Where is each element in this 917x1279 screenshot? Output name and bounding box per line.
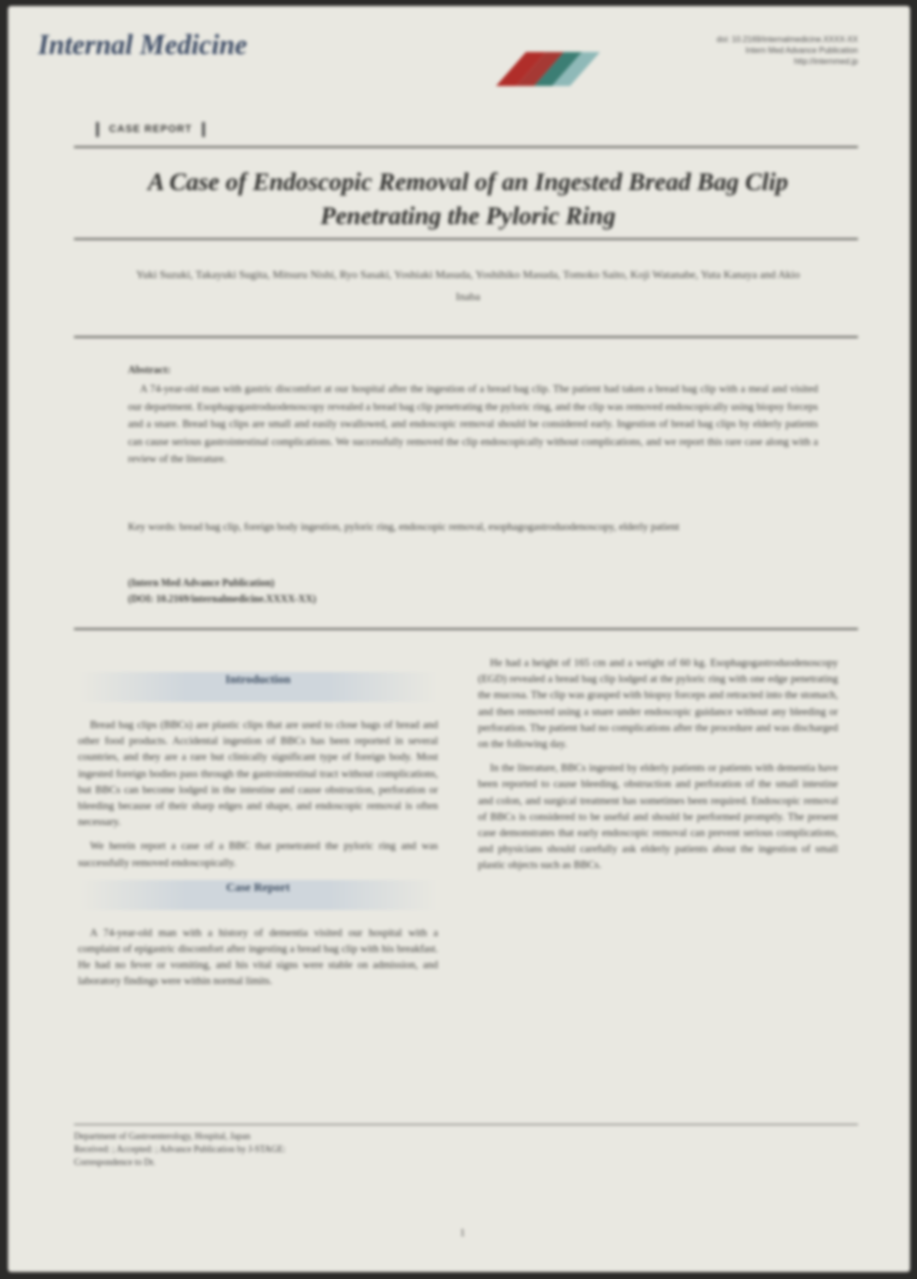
doi-line: doi: 10.2169/internalmedicine.XXXX-XX — [716, 35, 858, 44]
paragraph: We herein report a case of a BBC that penetrated the pyloric ring and was successfully removed endoscopically. — [78, 841, 438, 869]
keywords: Key words: bread bag clip, foreign body ingestion, pyloric ring, endoscopic removal, esophagogastroduodenoscopy, elderly patient — [128, 522, 680, 533]
right-column — [478, 656, 838, 883]
publication-info-line: (DOI: 10.2169/internalmedicine.XXXX-XX) — [128, 594, 317, 605]
article-type-tag: CASE REPORT — [96, 122, 205, 137]
footnote — [74, 1130, 858, 1169]
title-rule — [74, 238, 858, 240]
section-heading-case-report: Case Report — [78, 880, 438, 910]
doi-line: Intern Med Advance Publication — [745, 46, 858, 55]
publication-info — [128, 576, 628, 608]
paragraph: He had a height of 165 cm and a weight of 60 kg. Esophagogastroduodenoscopy (EGD) revealed a bread bag clip lodged at the pyloric ring with one edge penetrating the mucosa. The clip was grasped with biopsy forceps and retracted into the stomach, and then removed using a snare under endoscopic guidance without any bleeding or perforation. The patient had no complications after the procedure and was discharged on the following day. — [478, 658, 838, 751]
paper-page — [8, 6, 910, 1272]
authors-rule — [74, 336, 858, 338]
section-heading-introduction: Introduction — [78, 672, 438, 702]
abstract-body: A 74-year-old man with gastric discomfort at our hospital after the ingestion of a bread bag clip. The patient had taken a bread bag clip with a meal and visited our department. Esophagogastroduodenoscopy revealed a bread bag clip penetrating the pyloric ring, and the clip was removed endoscopically using biopsy forceps and a snare. Bread bag clips are small and easily swallowed, and endoscopic removal should be considered early. Ingestion of bread bag clips by elderly patients can cause serious gastrointestinal complications. We successfully removed the clip endoscopically without complications, and we report this rare case along with a review of the literature. — [128, 384, 818, 466]
doi-line: http://internmed.jp — [793, 57, 858, 66]
footnote-line: Received: ; Accepted: ; Advance Publication by J-STAGE: — [74, 1144, 286, 1154]
paragraph: In the literature, BBCs ingested by elderly patients or patients with dementia have been reported to cause bleeding, obstruction and perforation of the small intestine and colon, and surgical treatment has sometimes been required. Endoscopic removal of BBCs is considered to be useful and should be performed promptly. The present case demonstrates that early endoscopic removal can prevent serious complications, and physicians should carefully ask elderly patients about the ingestion of small plastic objects such as BBCs. — [478, 763, 838, 872]
left-column — [78, 666, 438, 999]
footnote-line: Correspondence to Dr. — [74, 1157, 156, 1167]
footnote-rule — [74, 1124, 858, 1125]
article-title: A Case of Endoscopic Removal of an Ingested Bread Bag Clip Penetrating the Pyloric Ring — [147, 169, 789, 230]
abstract-rule — [74, 628, 858, 630]
paragraph: A 74-year-old man with a history of dementia visited our hospital with a complaint of epigastric discomfort after ingesting a bread bag clip with his breakfast. He had no fever or vomiting, and his vital signs were stable on admission, and laboratory findings were within normal limits. — [78, 927, 438, 988]
page-number: 1 — [460, 1228, 465, 1239]
header-rule — [74, 146, 858, 148]
doi-block — [668, 34, 858, 67]
footnote-line: Department of Gastroenterology, Hospital, Japan — [74, 1131, 251, 1141]
abstract-heading: Abstract: — [128, 365, 171, 376]
journal-title: Internal Medicine — [38, 30, 248, 61]
publication-info-line: (Intern Med Advance Publication) — [128, 578, 275, 589]
paragraph: Bread bag clips (BBCs) are plastic clips that are used to close bags of bread and other food products. Accidental ingestion of BBCs has been reported in several countries, and they are a rare but clinically significant type of foreign body. Most ingested foreign bodies pass through the gastrointestinal tract without complications, but BBCs can become lodged in the intestine and cause obstruction, perforation or bleeding because of their sharp edges and shape, and endoscopic removal is often necessary. — [78, 720, 438, 829]
journal-logo-stripe — [486, 32, 626, 88]
abstract — [128, 362, 818, 468]
author-list: Yuki Suzuki, Takayuki Sugita, Mitsuru Nishi, Ryo Sasaki, Yoshiaki Masuda, Yoshihiko Masuda, Tomoko Saito, Koji Watanabe, Yuta Kanaya and Akio Inaba — [136, 269, 800, 303]
